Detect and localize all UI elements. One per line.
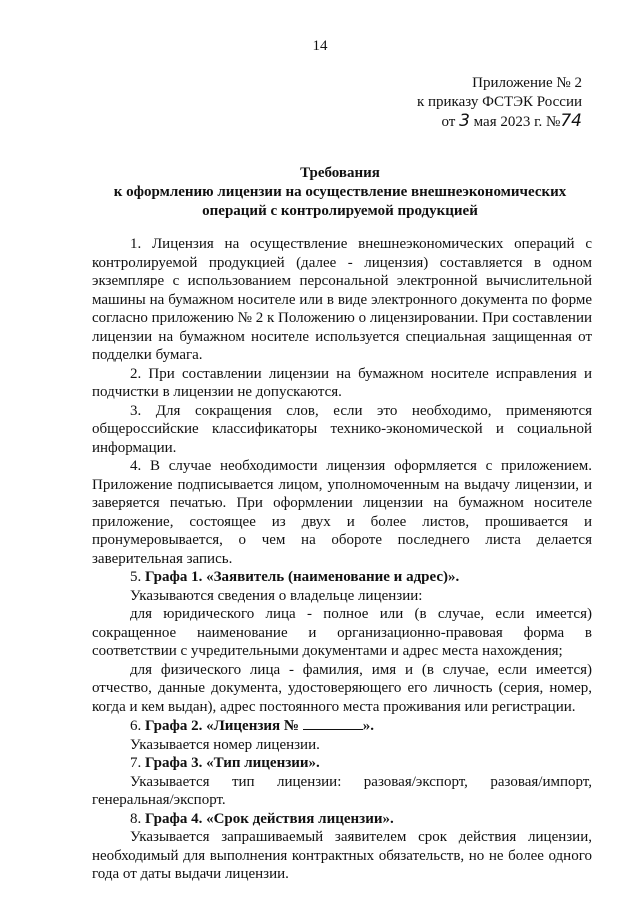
paragraph-2: 2. При составлении лицензии на бумажном носителе исправления и подчистки в лицензии не допускаются. — [92, 365, 592, 400]
section-7-heading — [92, 754, 592, 773]
appendix-line2: к приказу ФСТЭК России — [416, 94, 582, 110]
section-5-heading — [92, 568, 592, 587]
section-5-title: Графа 1. «Заявитель (наименование и адрес)». — [145, 569, 460, 585]
appendix-date-line — [417, 112, 582, 132]
section-7-text: Указывается тип лицензии: разовая/экспорт, разовая/импорт, генеральная/экспорт. — [92, 773, 592, 808]
document-title — [90, 164, 590, 221]
section-5-number: 5. — [130, 569, 145, 585]
section-5-text-a: Указываются сведения о владельце лицензии: — [130, 587, 423, 604]
appendix-header — [417, 74, 582, 132]
handwritten-day: 3 — [459, 111, 470, 131]
section-8-heading — [92, 810, 592, 829]
title-line2: к оформлению лицензии на осуществление внешнеэкономических — [113, 184, 567, 200]
section-6-heading — [92, 716, 592, 736]
section-6-title-a: Графа 2. «Лицензия № — [145, 718, 303, 734]
title-line3: операций с контролируемой продукцией — [202, 203, 478, 219]
section-6-text: Указывается номер лицензии. — [130, 736, 320, 753]
section-8-number: 8. — [130, 810, 145, 827]
paragraph-1: 1. Лицензия на осуществление внешнеэкономических операций с контролируемой продукцией (далее - лицензия) составляется в одном экземпляре с использованием персональной электронной вычислительной машины на бумажном носителе или в виде электронного документа по форме согласно приложению № 2 к Положению о лицензировании. При составлении лицензии на бумажном носителе используется специальная защищенная от подделки бумага. — [92, 236, 592, 363]
section-5-text-b: для юридического лица - полное или (в случае, если имеется) сокращенное наименование и организационно-правовая форма в соответствии с учредительными документами и адрес места нахождения; — [92, 606, 592, 659]
paragraph-4: 4. В случае необходимости лицензия оформляется с приложением. Приложение подписывается лицом, уполномоченным на выдачу лицензии, и заверяется печатью. При оформлении лицензии на бумажном носителе приложение, состоящее из двух и более листов, прошивается и пронумеровывается, о чем на обороте последнего листа делается заверительная запись. — [92, 458, 592, 567]
section-8-text: Указывается запрашиваемый заявителем срок действия лицензии, необходимый для выполнения контрактных обязательств, но не более одного года от даты выдачи лицензии. — [92, 829, 592, 882]
section-8-title: Графа 4. «Срок действия лицензии». — [145, 810, 394, 827]
appendix-line1: Приложение № 2 — [472, 75, 582, 91]
date-middle: мая 2023 г. № — [469, 114, 561, 130]
license-number-blank — [303, 716, 363, 730]
section-7-number: 7. — [130, 755, 145, 771]
title-line1: Требования — [300, 165, 380, 181]
date-prefix: от — [441, 114, 460, 130]
section-6-title-b: ». — [362, 718, 374, 734]
section-7-title: Графа 3. «Тип лицензии». — [145, 755, 320, 771]
section-5-text-c: для физического лица - фамилия, имя и (в случае, если имеется) отчество, данные документа, удостоверяющего его личность (серия, номер, когда и кем выдан), адрес постоянного места проживания или регистрации. — [92, 661, 592, 715]
page-number: 14 — [312, 38, 328, 54]
section-6-number: 6. — [130, 718, 145, 734]
document-body — [92, 235, 592, 884]
handwritten-order-number: 74 — [560, 111, 582, 131]
paragraph-3: 3. Для сокращения слов, если это необходимо, применяются общероссийские классификаторы технико-экономической и социальной информации. — [92, 402, 592, 456]
